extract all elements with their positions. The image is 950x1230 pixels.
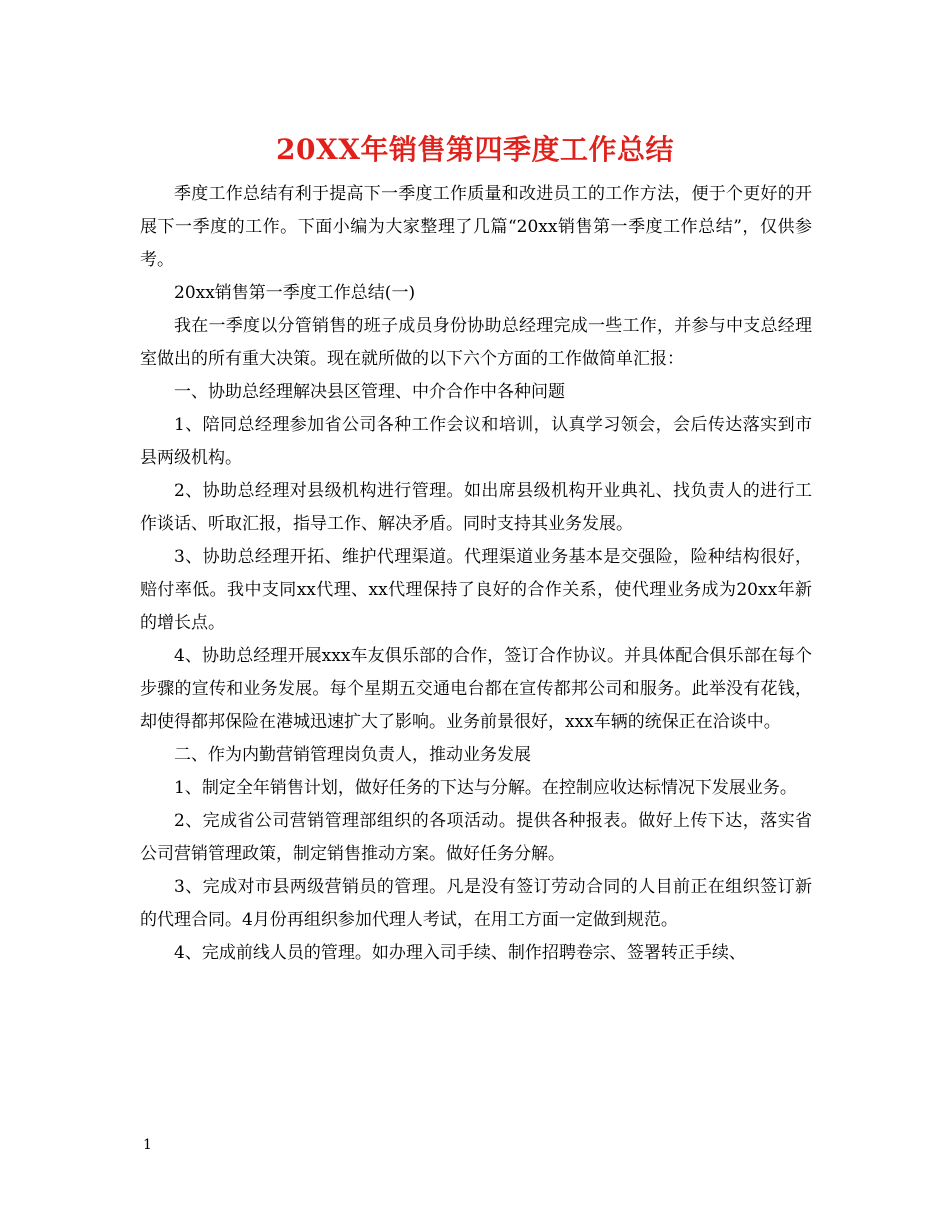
- paragraph-item: 2、协助总经理对县级机构进行管理。如出席县级机构开业典礼、找负责人的进行工作谈话、听取汇报，指导工作、解决矛盾。同时支持其业务发展。: [140, 481, 812, 534]
- paragraph-item: 4、协助总经理开展xxx车友俱乐部的合作，签订合作协议。并具体配合俱乐部在每个步骤的宣传和业务发展。每个星期五交通电台都在宣传都邦公司和服务。此举没有花钱，却使得都邦保险在港城迅速扩大了影响。业务前景很好，xxx车辆的统保正在洽谈中。: [140, 646, 812, 732]
- paragraph-item: 1、制定全年销售计划，做好任务的下达与分解。在控制应收达标情况下发展业务。: [174, 778, 797, 798]
- paragraph-item: 3、完成对市县两级营销员的管理。凡是没有签订劳动合同的人目前正在组织签订新的代理合同。4月份再组织参加代理人考试，在用工方面一定做到规范。: [140, 877, 812, 930]
- page-number: 1: [143, 1137, 152, 1153]
- paragraph-overview: 我在一季度以分管销售的班子成员身份协助总经理完成一些工作，并参与中支总经理室做出的所有重大决策。现在就所做的以下六个方面的工作做简单汇报：: [140, 316, 812, 369]
- section-heading-2: 二、作为内勤营销管理岗负责人，推动业务发展: [174, 745, 531, 765]
- section-heading-1: 一、协助总经理解决县区管理、中介合作中各种问题: [174, 382, 565, 402]
- paragraph-item: 1、陪同总经理参加省公司各种工作会议和培训，认真学习领会，会后传达落实到市县两级机构。: [140, 415, 812, 468]
- paragraph-subtitle: 20xx销售第一季度工作总结(一): [174, 283, 416, 303]
- paragraph-item: 3、协助总经理开拓、维护代理渠道。代理渠道业务基本是交强险，险种结构很好，赔付率低。我中支同xx代理、xx代理保持了良好的合作关系，使代理业务成为20xx年新的增长点。: [140, 547, 812, 633]
- document-body: [140, 178, 812, 970]
- paragraph-item: 4、完成前线人员的管理。如办理入司手续、制作招聘卷宗、签署转正手续、: [174, 943, 746, 963]
- paragraph-item: 2、完成省公司营销管理部组织的各项活动。提供各种报表。做好上传下达，落实省公司营销管理政策，制定销售推动方案。做好任务分解。: [140, 811, 812, 864]
- document-title: 20XX年销售第四季度工作总结: [276, 133, 674, 166]
- paragraph-intro: 季度工作总结有利于提高下一季度工作质量和改进员工的工作方法，便于个更好的开展下一季度的工作。下面小编为大家整理了几篇“20xx销售第一季度工作总结”，仅供参考。: [140, 184, 812, 270]
